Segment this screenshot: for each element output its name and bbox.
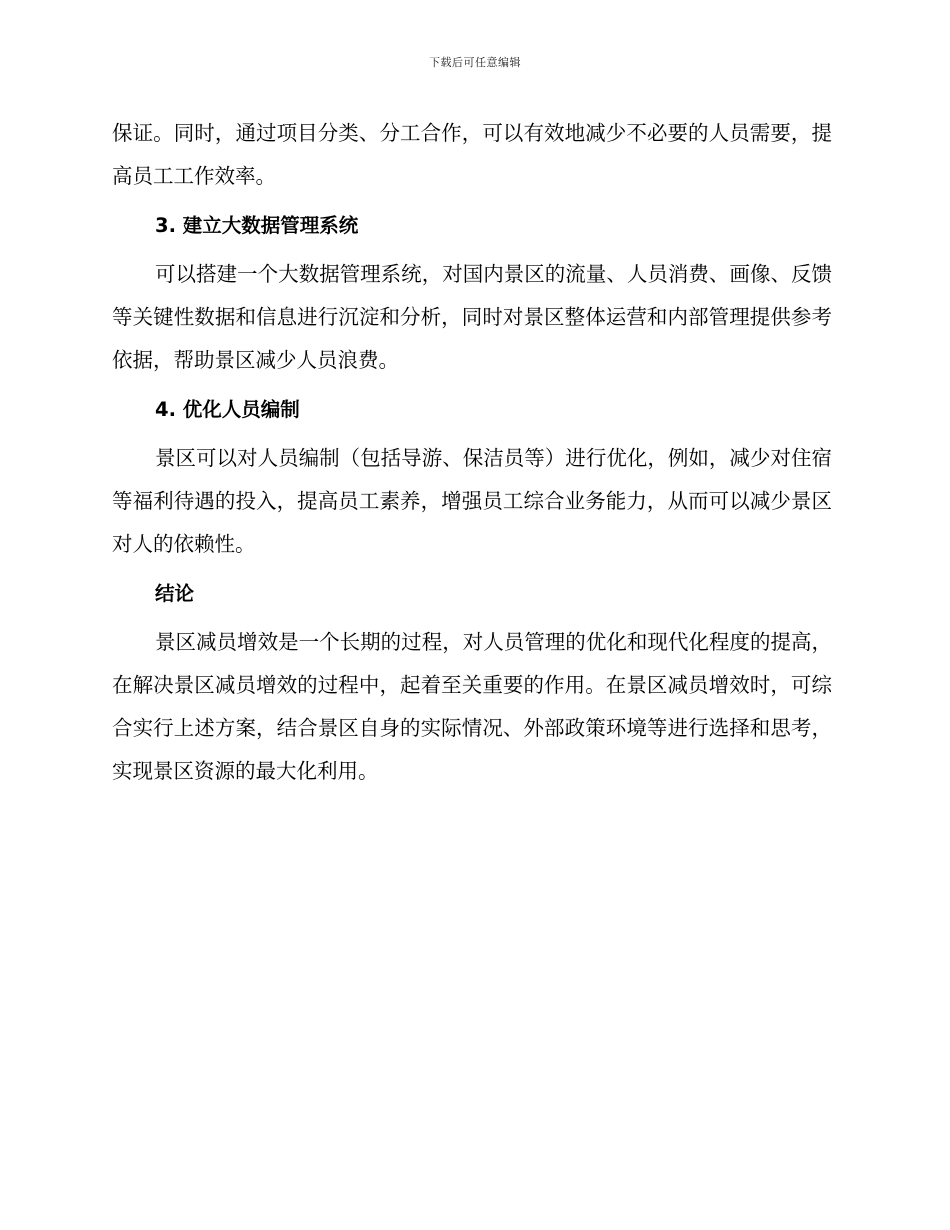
paragraph-conclusion: 景区减员增效是一个长期的过程，对人员管理的优化和现代化程度的提高，在解决景区减员增效的过程中，起着至关重要的作用。在景区减员增效时，可综合实行上述方案，结合景区自身的实际情况、外部政策环境等进行选择和思考，实现景区资源的最大化利用。: [112, 630, 832, 783]
section-heading-conclusion: 结论: [155, 582, 195, 605]
section-heading-big-data: 3. 建立大数据管理系统: [155, 214, 359, 237]
document-body: [112, 112, 832, 793]
paragraph-big-data: 可以搭建一个大数据管理系统，对国内景区的流量、人员消费、画像、反馈等关键性数据和信息进行沉淀和分析，同时对景区整体运营和内部管理提供参考依据，帮助景区减少人员浪费。: [112, 262, 832, 372]
paragraph-staffing: 景区可以对人员编制（包括导游、保洁员等）进行优化，例如，减少对住宿等福利待遇的投入，提高员工素养，增强员工综合业务能力，从而可以减少景区对人的依赖性。: [112, 446, 832, 556]
section-heading-staffing: 4. 优化人员编制: [155, 398, 300, 421]
paragraph-continuation: 保证。同时，通过项目分类、分工合作，可以有效地减少不必要的人员需要，提高员工工作效率。: [112, 121, 832, 188]
page-header: 下载后可任意编辑: [429, 56, 521, 69]
